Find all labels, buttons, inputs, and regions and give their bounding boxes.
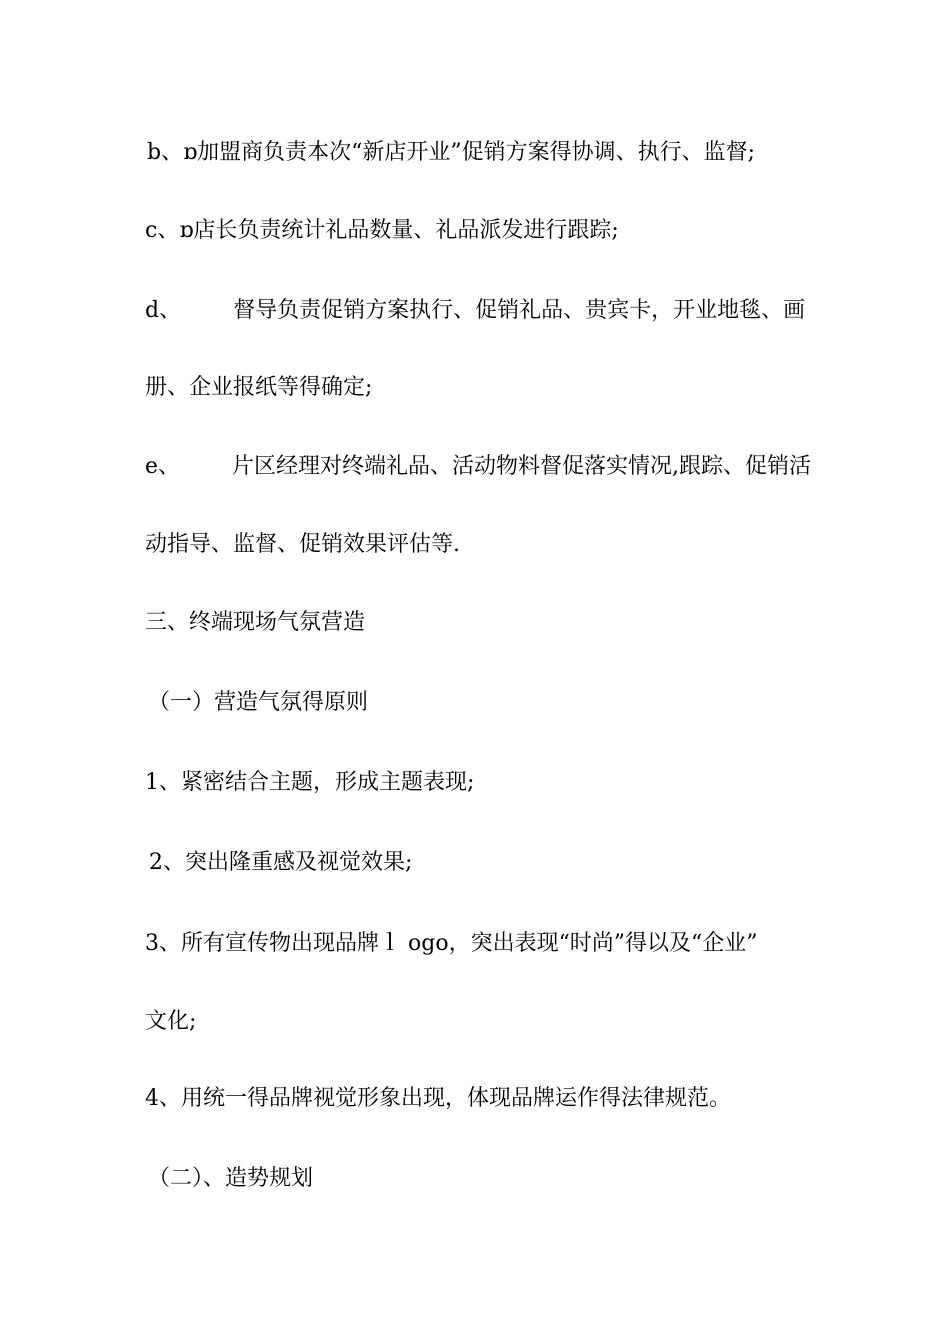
subsection-heading-2-text: （二）、造势规划 xyxy=(148,1166,314,1191)
principle-1-text: 1、紧密结合主题，形成主题表现; xyxy=(145,770,475,795)
item-e-text-cont: 动指导、监督、促销效果评估等. xyxy=(145,532,460,557)
item-b-line xyxy=(147,138,817,168)
subsection-heading-2 xyxy=(148,1164,818,1194)
item-e-marker: e、 xyxy=(145,454,181,479)
item-d-continuation xyxy=(145,373,815,403)
principle-3 xyxy=(145,929,815,959)
item-d-line xyxy=(145,296,815,326)
principle-2 xyxy=(149,848,819,878)
principle-2-text: 2、突出隆重感及视觉效果; xyxy=(149,850,413,875)
principle-1 xyxy=(145,768,815,798)
item-c-line xyxy=(145,216,815,246)
item-b-text: b、ɒ加盟商负责本次“新店开业”促销方案得协调、执行、监督; xyxy=(147,140,756,165)
principle-4-text: 4、用统一得品牌视觉形象出现，体现品牌运作得法律规范。 xyxy=(145,1086,731,1111)
item-c-text: c、ɒ店长负责统计礼品数量、礼品派发进行跟踪; xyxy=(145,218,619,243)
item-e-text: 片区经理对终端礼品、活动物料督促落实情况,跟踪、促销活 xyxy=(232,454,812,479)
principle-3-text: 3、所有宣传物出现品牌ｌ ogo，突出表现“时尚”得以及“企业” xyxy=(145,931,758,956)
item-d-text-cont: 册、企业报纸等得确定; xyxy=(145,375,373,400)
principle-3-text-cont: 文化; xyxy=(145,1009,197,1034)
section-heading-3 xyxy=(145,608,815,638)
item-e-line xyxy=(145,452,815,482)
subsection-heading-1 xyxy=(148,688,818,718)
subsection-heading-1-text: （一）营造气氛得原则 xyxy=(148,690,369,715)
item-e-continuation xyxy=(145,530,815,560)
principle-3-continuation xyxy=(145,1007,815,1037)
item-d-marker: d、 xyxy=(145,298,182,323)
principle-4 xyxy=(145,1084,815,1114)
section-heading-text: 三、终端现场气氛营造 xyxy=(145,610,366,635)
item-d-text: 督导负责促销方案执行、促销礼品、贵宾卡，开业地毯、画 xyxy=(233,298,806,323)
